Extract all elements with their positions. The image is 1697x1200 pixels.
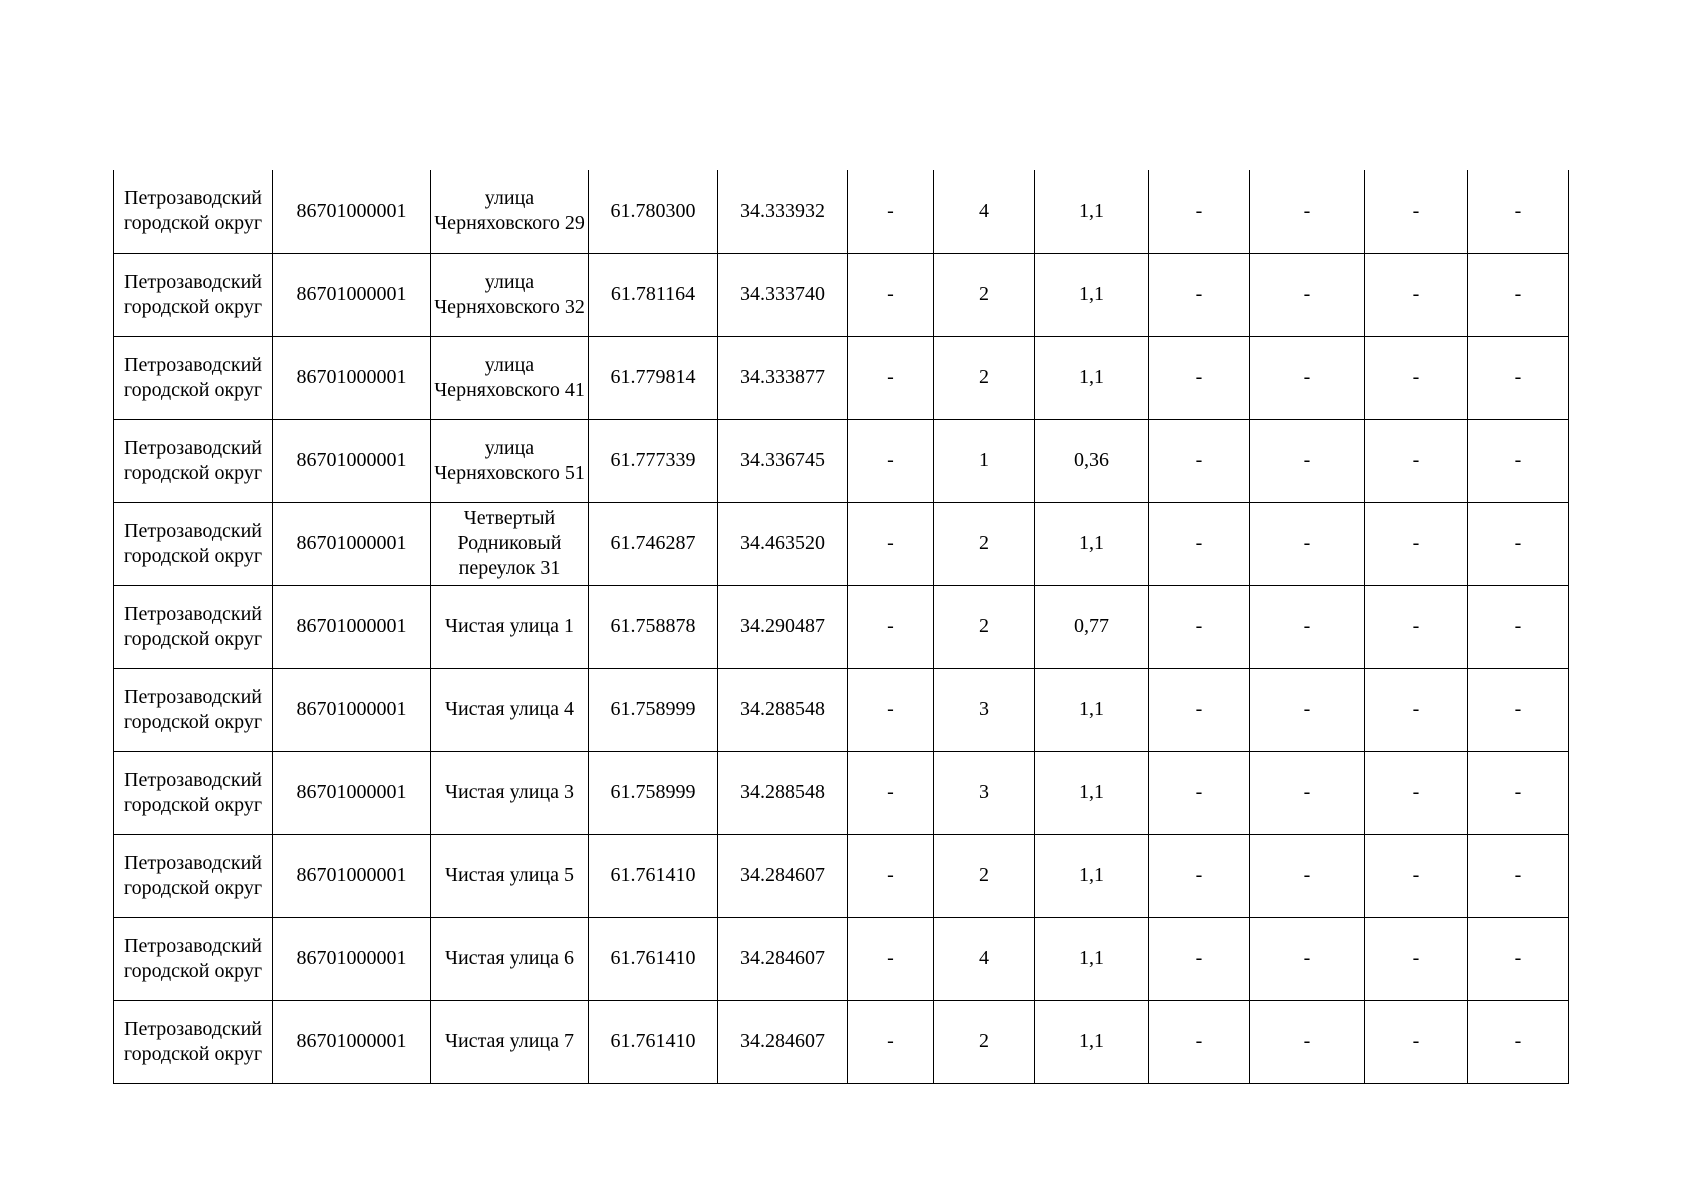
data-table — [113, 170, 1569, 1084]
cell-longitude: 34.284607 — [718, 834, 848, 917]
table-body — [114, 170, 1569, 1083]
cell-col11: - — [1365, 917, 1468, 1000]
cell-container-count: 2 — [934, 1000, 1035, 1083]
cell-col11: - — [1365, 668, 1468, 751]
cell-container-count: 2 — [934, 336, 1035, 419]
cell-oktmo: 86701000001 — [273, 336, 431, 419]
cell-volume: 1,1 — [1035, 1000, 1149, 1083]
cell-col10: - — [1250, 502, 1365, 585]
cell-latitude: 61.780300 — [589, 170, 718, 253]
cell-municipality: Петрозаводский городской округ — [114, 253, 273, 336]
cell-volume: 0,36 — [1035, 419, 1149, 502]
cell-address: улица Черняховского 51 — [431, 419, 589, 502]
cell-longitude: 34.333932 — [718, 170, 848, 253]
table-row — [114, 834, 1569, 917]
cell-municipality: Петрозаводский городской округ — [114, 1000, 273, 1083]
cell-latitude: 61.779814 — [589, 336, 718, 419]
cell-oktmo: 86701000001 — [273, 419, 431, 502]
cell-municipality: Петрозаводский городской округ — [114, 751, 273, 834]
cell-oktmo: 86701000001 — [273, 170, 431, 253]
cell-col11: - — [1365, 170, 1468, 253]
cell-col12: - — [1468, 336, 1569, 419]
cell-municipality: Петрозаводский городской округ — [114, 917, 273, 1000]
cell-municipality: Петрозаводский городской округ — [114, 834, 273, 917]
cell-col10: - — [1250, 336, 1365, 419]
cell-oktmo: 86701000001 — [273, 585, 431, 668]
cell-col12: - — [1468, 253, 1569, 336]
cell-volume: 1,1 — [1035, 917, 1149, 1000]
cell-latitude: 61.758999 — [589, 751, 718, 834]
cell-volume: 1,1 — [1035, 751, 1149, 834]
cell-col6: - — [848, 419, 934, 502]
cell-col9: - — [1149, 336, 1250, 419]
cell-col6: - — [848, 253, 934, 336]
cell-address: Чистая улица 1 — [431, 585, 589, 668]
cell-col6: - — [848, 502, 934, 585]
cell-oktmo: 86701000001 — [273, 834, 431, 917]
cell-col11: - — [1365, 1000, 1468, 1083]
cell-address: Чистая улица 3 — [431, 751, 589, 834]
cell-col9: - — [1149, 834, 1250, 917]
cell-col10: - — [1250, 1000, 1365, 1083]
cell-container-count: 4 — [934, 170, 1035, 253]
cell-latitude: 61.746287 — [589, 502, 718, 585]
cell-oktmo: 86701000001 — [273, 751, 431, 834]
cell-municipality: Петрозаводский городской округ — [114, 585, 273, 668]
cell-address: улица Черняховского 29 — [431, 170, 589, 253]
cell-address: улица Черняховского 41 — [431, 336, 589, 419]
cell-col6: - — [848, 668, 934, 751]
cell-municipality: Петрозаводский городской округ — [114, 502, 273, 585]
cell-col10: - — [1250, 668, 1365, 751]
cell-col11: - — [1365, 834, 1468, 917]
cell-longitude: 34.284607 — [718, 1000, 848, 1083]
cell-address: Четвертый Родниковый переулок 31 — [431, 502, 589, 585]
cell-col11: - — [1365, 751, 1468, 834]
cell-col12: - — [1468, 585, 1569, 668]
cell-latitude: 61.761410 — [589, 1000, 718, 1083]
cell-latitude: 61.758999 — [589, 668, 718, 751]
cell-longitude: 34.333877 — [718, 336, 848, 419]
table-row — [114, 1000, 1569, 1083]
cell-longitude: 34.288548 — [718, 751, 848, 834]
cell-col6: - — [848, 585, 934, 668]
cell-address: улица Черняховского 32 — [431, 253, 589, 336]
cell-municipality: Петрозаводский городской округ — [114, 336, 273, 419]
cell-col9: - — [1149, 668, 1250, 751]
cell-col12: - — [1468, 1000, 1569, 1083]
cell-longitude: 34.290487 — [718, 585, 848, 668]
cell-col12: - — [1468, 834, 1569, 917]
cell-col6: - — [848, 1000, 934, 1083]
cell-oktmo: 86701000001 — [273, 253, 431, 336]
table-row — [114, 419, 1569, 502]
table-row — [114, 170, 1569, 253]
cell-col12: - — [1468, 751, 1569, 834]
cell-col9: - — [1149, 1000, 1250, 1083]
cell-oktmo: 86701000001 — [273, 1000, 431, 1083]
cell-col10: - — [1250, 751, 1365, 834]
cell-col10: - — [1250, 585, 1365, 668]
cell-col9: - — [1149, 502, 1250, 585]
cell-oktmo: 86701000001 — [273, 502, 431, 585]
cell-container-count: 3 — [934, 751, 1035, 834]
cell-address: Чистая улица 7 — [431, 1000, 589, 1083]
cell-col12: - — [1468, 419, 1569, 502]
cell-volume: 1,1 — [1035, 502, 1149, 585]
cell-col11: - — [1365, 336, 1468, 419]
cell-col11: - — [1365, 253, 1468, 336]
cell-col12: - — [1468, 170, 1569, 253]
cell-municipality: Петрозаводский городской округ — [114, 170, 273, 253]
cell-municipality: Петрозаводский городской округ — [114, 668, 273, 751]
cell-col11: - — [1365, 502, 1468, 585]
cell-col6: - — [848, 917, 934, 1000]
cell-col6: - — [848, 336, 934, 419]
cell-latitude: 61.761410 — [589, 834, 718, 917]
cell-col9: - — [1149, 751, 1250, 834]
cell-longitude: 34.284607 — [718, 917, 848, 1000]
cell-col9: - — [1149, 917, 1250, 1000]
table-row — [114, 585, 1569, 668]
cell-volume: 0,77 — [1035, 585, 1149, 668]
cell-volume: 1,1 — [1035, 668, 1149, 751]
cell-longitude: 34.463520 — [718, 502, 848, 585]
cell-address: Чистая улица 6 — [431, 917, 589, 1000]
cell-col10: - — [1250, 917, 1365, 1000]
table-row — [114, 917, 1569, 1000]
cell-container-count: 3 — [934, 668, 1035, 751]
cell-col9: - — [1149, 585, 1250, 668]
cell-col12: - — [1468, 668, 1569, 751]
table-row — [114, 336, 1569, 419]
cell-col11: - — [1365, 585, 1468, 668]
table-row — [114, 253, 1569, 336]
cell-oktmo: 86701000001 — [273, 917, 431, 1000]
cell-volume: 1,1 — [1035, 253, 1149, 336]
cell-container-count: 2 — [934, 253, 1035, 336]
cell-col6: - — [848, 834, 934, 917]
cell-col10: - — [1250, 253, 1365, 336]
cell-longitude: 34.333740 — [718, 253, 848, 336]
cell-col12: - — [1468, 502, 1569, 585]
cell-container-count: 4 — [934, 917, 1035, 1000]
cell-volume: 1,1 — [1035, 170, 1149, 253]
cell-municipality: Петрозаводский городской округ — [114, 419, 273, 502]
cell-latitude: 61.781164 — [589, 253, 718, 336]
cell-col12: - — [1468, 917, 1569, 1000]
cell-latitude: 61.761410 — [589, 917, 718, 1000]
cell-address: Чистая улица 5 — [431, 834, 589, 917]
cell-col11: - — [1365, 419, 1468, 502]
cell-longitude: 34.288548 — [718, 668, 848, 751]
cell-col9: - — [1149, 419, 1250, 502]
cell-col10: - — [1250, 170, 1365, 253]
cell-oktmo: 86701000001 — [273, 668, 431, 751]
cell-col10: - — [1250, 834, 1365, 917]
table-row — [114, 751, 1569, 834]
cell-col9: - — [1149, 253, 1250, 336]
cell-col9: - — [1149, 170, 1250, 253]
cell-volume: 1,1 — [1035, 834, 1149, 917]
cell-address: Чистая улица 4 — [431, 668, 589, 751]
cell-longitude: 34.336745 — [718, 419, 848, 502]
cell-latitude: 61.777339 — [589, 419, 718, 502]
cell-container-count: 2 — [934, 585, 1035, 668]
cell-container-count: 1 — [934, 419, 1035, 502]
cell-container-count: 2 — [934, 834, 1035, 917]
cell-col6: - — [848, 170, 934, 253]
cell-container-count: 2 — [934, 502, 1035, 585]
cell-col10: - — [1250, 419, 1365, 502]
table-row — [114, 668, 1569, 751]
cell-latitude: 61.758878 — [589, 585, 718, 668]
table-row — [114, 502, 1569, 585]
cell-volume: 1,1 — [1035, 336, 1149, 419]
cell-col6: - — [848, 751, 934, 834]
